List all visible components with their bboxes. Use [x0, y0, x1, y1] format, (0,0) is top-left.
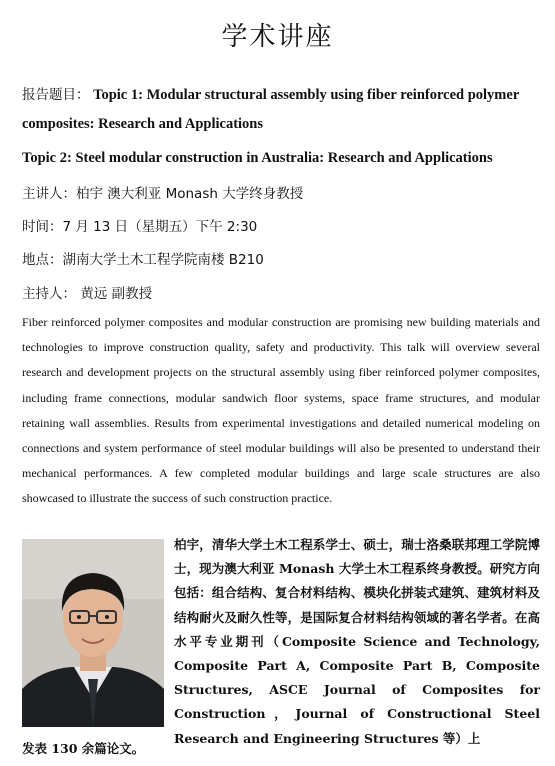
speaker-bio-tail: 发表 130 余篇论文。 [22, 741, 145, 756]
time-line: 时间：7 月 13 日（星期五）下午 2:30 [22, 219, 258, 235]
topic1-title-part2: composites: Research and Applications [22, 116, 264, 132]
topic1-title-part1: Topic 1: Modular structural assembly using fiber reinforced polymer [93, 87, 520, 103]
page-title: 学术讲座 [221, 22, 334, 52]
abstract-paragraph: Fiber reinforced polymer composites and modular construction are promising new building materials and technologies to improve construction quality, safety and productivity. This talk will overview several research and development projects on the structural assembly using fiber reinforced polymer composites, including frame connections, modular sandwich floor systems, space frame structures, and modular retaining wall assemblies. Results from experimental investigations and detailed numerical modeling on connections and system performance of steel modular buildings will also be presented to understand their mechanical performances. A few completed modular buildings and large scale structures are also showcased to illustrate the success of such construction practice. [22, 315, 540, 506]
topic-label: 报告题目： [22, 87, 90, 103]
topic2-title: Topic 2: Steel modular construction in Australia: Research and Applications [22, 150, 493, 166]
speaker-photo [22, 539, 164, 727]
host-line: 主持人： 黄远 副教授 [22, 286, 153, 302]
topic1-line1 [22, 83, 519, 104]
speaker-bio: 柏宇，清华大学土木工程系学士、硕士，瑞士洛桑联邦理工学院博士，现为澳大利亚 Monash 大学土木工程系终身教授。研究方向包括：组合结构、复合材料结构、模块化拼装式建筑、建筑材料及结构耐火及耐久性等，是国际复合材料结构领域的著名学者。在高水平专业期刊（Composite Science and Technology, Composite Part A, Composite Part B, Composite Structures, ASCE Journal of Composites for Construction，Journal of Constructional Steel Research and Engineering Structures 等）上 [174, 537, 540, 746]
speaker-line: 主讲人：柏宇 澳大利亚 Monash 大学终身教授 [22, 186, 304, 202]
location-line: 地点：湖南大学土木工程学院南楼 B210 [22, 252, 264, 268]
